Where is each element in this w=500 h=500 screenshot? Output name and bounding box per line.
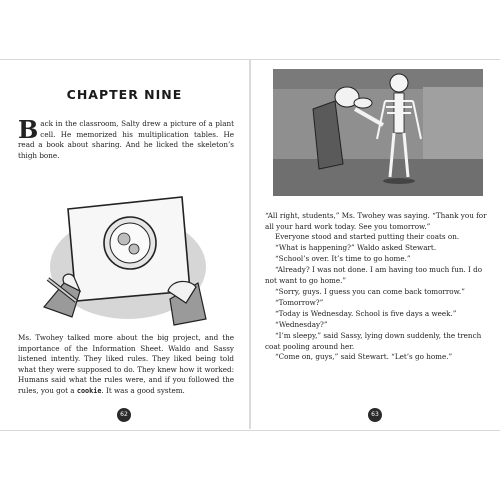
chapter-title: CHAPTER NINE [66, 87, 183, 102]
left-page [0, 59, 249, 429]
cookie-emphasis: cookie [76, 386, 102, 395]
dialogue-line: “Wednesday?” [275, 320, 328, 329]
dialogue-line: “Sorry, guys. I guess you can come back tomorrow.” [275, 287, 465, 296]
paragraph-2-end: . It was a good system. [101, 385, 185, 395]
dialogue-line: “Come on, guys,” said Stewart. “Let’s go home.” [275, 352, 453, 361]
paragraph-1 [18, 115, 234, 161]
dialogue-line: Everyone stood and started putting their coats on. [275, 232, 460, 241]
dialogue-line: “Tomorrow?” [275, 298, 324, 307]
dialogue-line: “School’s over. It’s time to go home.” [275, 254, 411, 263]
paragraph-2-text: Ms. Twohey talked more about the big project, and the importance of the Information Sheet. Waldo and Sassy listened intently. They liked rules. They liked being told what they were supposed to do. They knew how it worked: Humans said what the rules were, and if you followed the rules, you got a [18, 333, 234, 395]
plant-cell-drawing-illustration [40, 179, 210, 329]
right-page [251, 59, 500, 429]
dialogue-line: “What is happening?” Waldo asked Stewart. [275, 243, 437, 252]
skeleton-and-dog-illustration [273, 69, 483, 196]
paragraph-2 [18, 333, 234, 397]
paragraph-1-text: ack in the classroom, Salty drew a picture of a plant cell. He memorized his multiplication tables. He read a book about sharing. And he licked the skeleton’s thigh bone. [18, 119, 234, 160]
page-number-left: 62 [117, 408, 131, 422]
dialogue-line: “Today is Wednesday. School is five days a week.” [275, 309, 457, 318]
drop-cap: B [18, 115, 39, 144]
dialogue-line: “All right, students,” Ms. Twohey was saying. “Thank you for all your hard work today. See you tomorrow.” [265, 211, 487, 231]
page-number-right: 63 [368, 408, 382, 422]
dialogue-line: “I’m sleepy,” said Sassy, lying down suddenly, the trench coat pooling around her. [265, 331, 482, 351]
dialogue-line: “Already? I was not done. I am having too much fun. I do not want to go home.” [265, 265, 483, 285]
